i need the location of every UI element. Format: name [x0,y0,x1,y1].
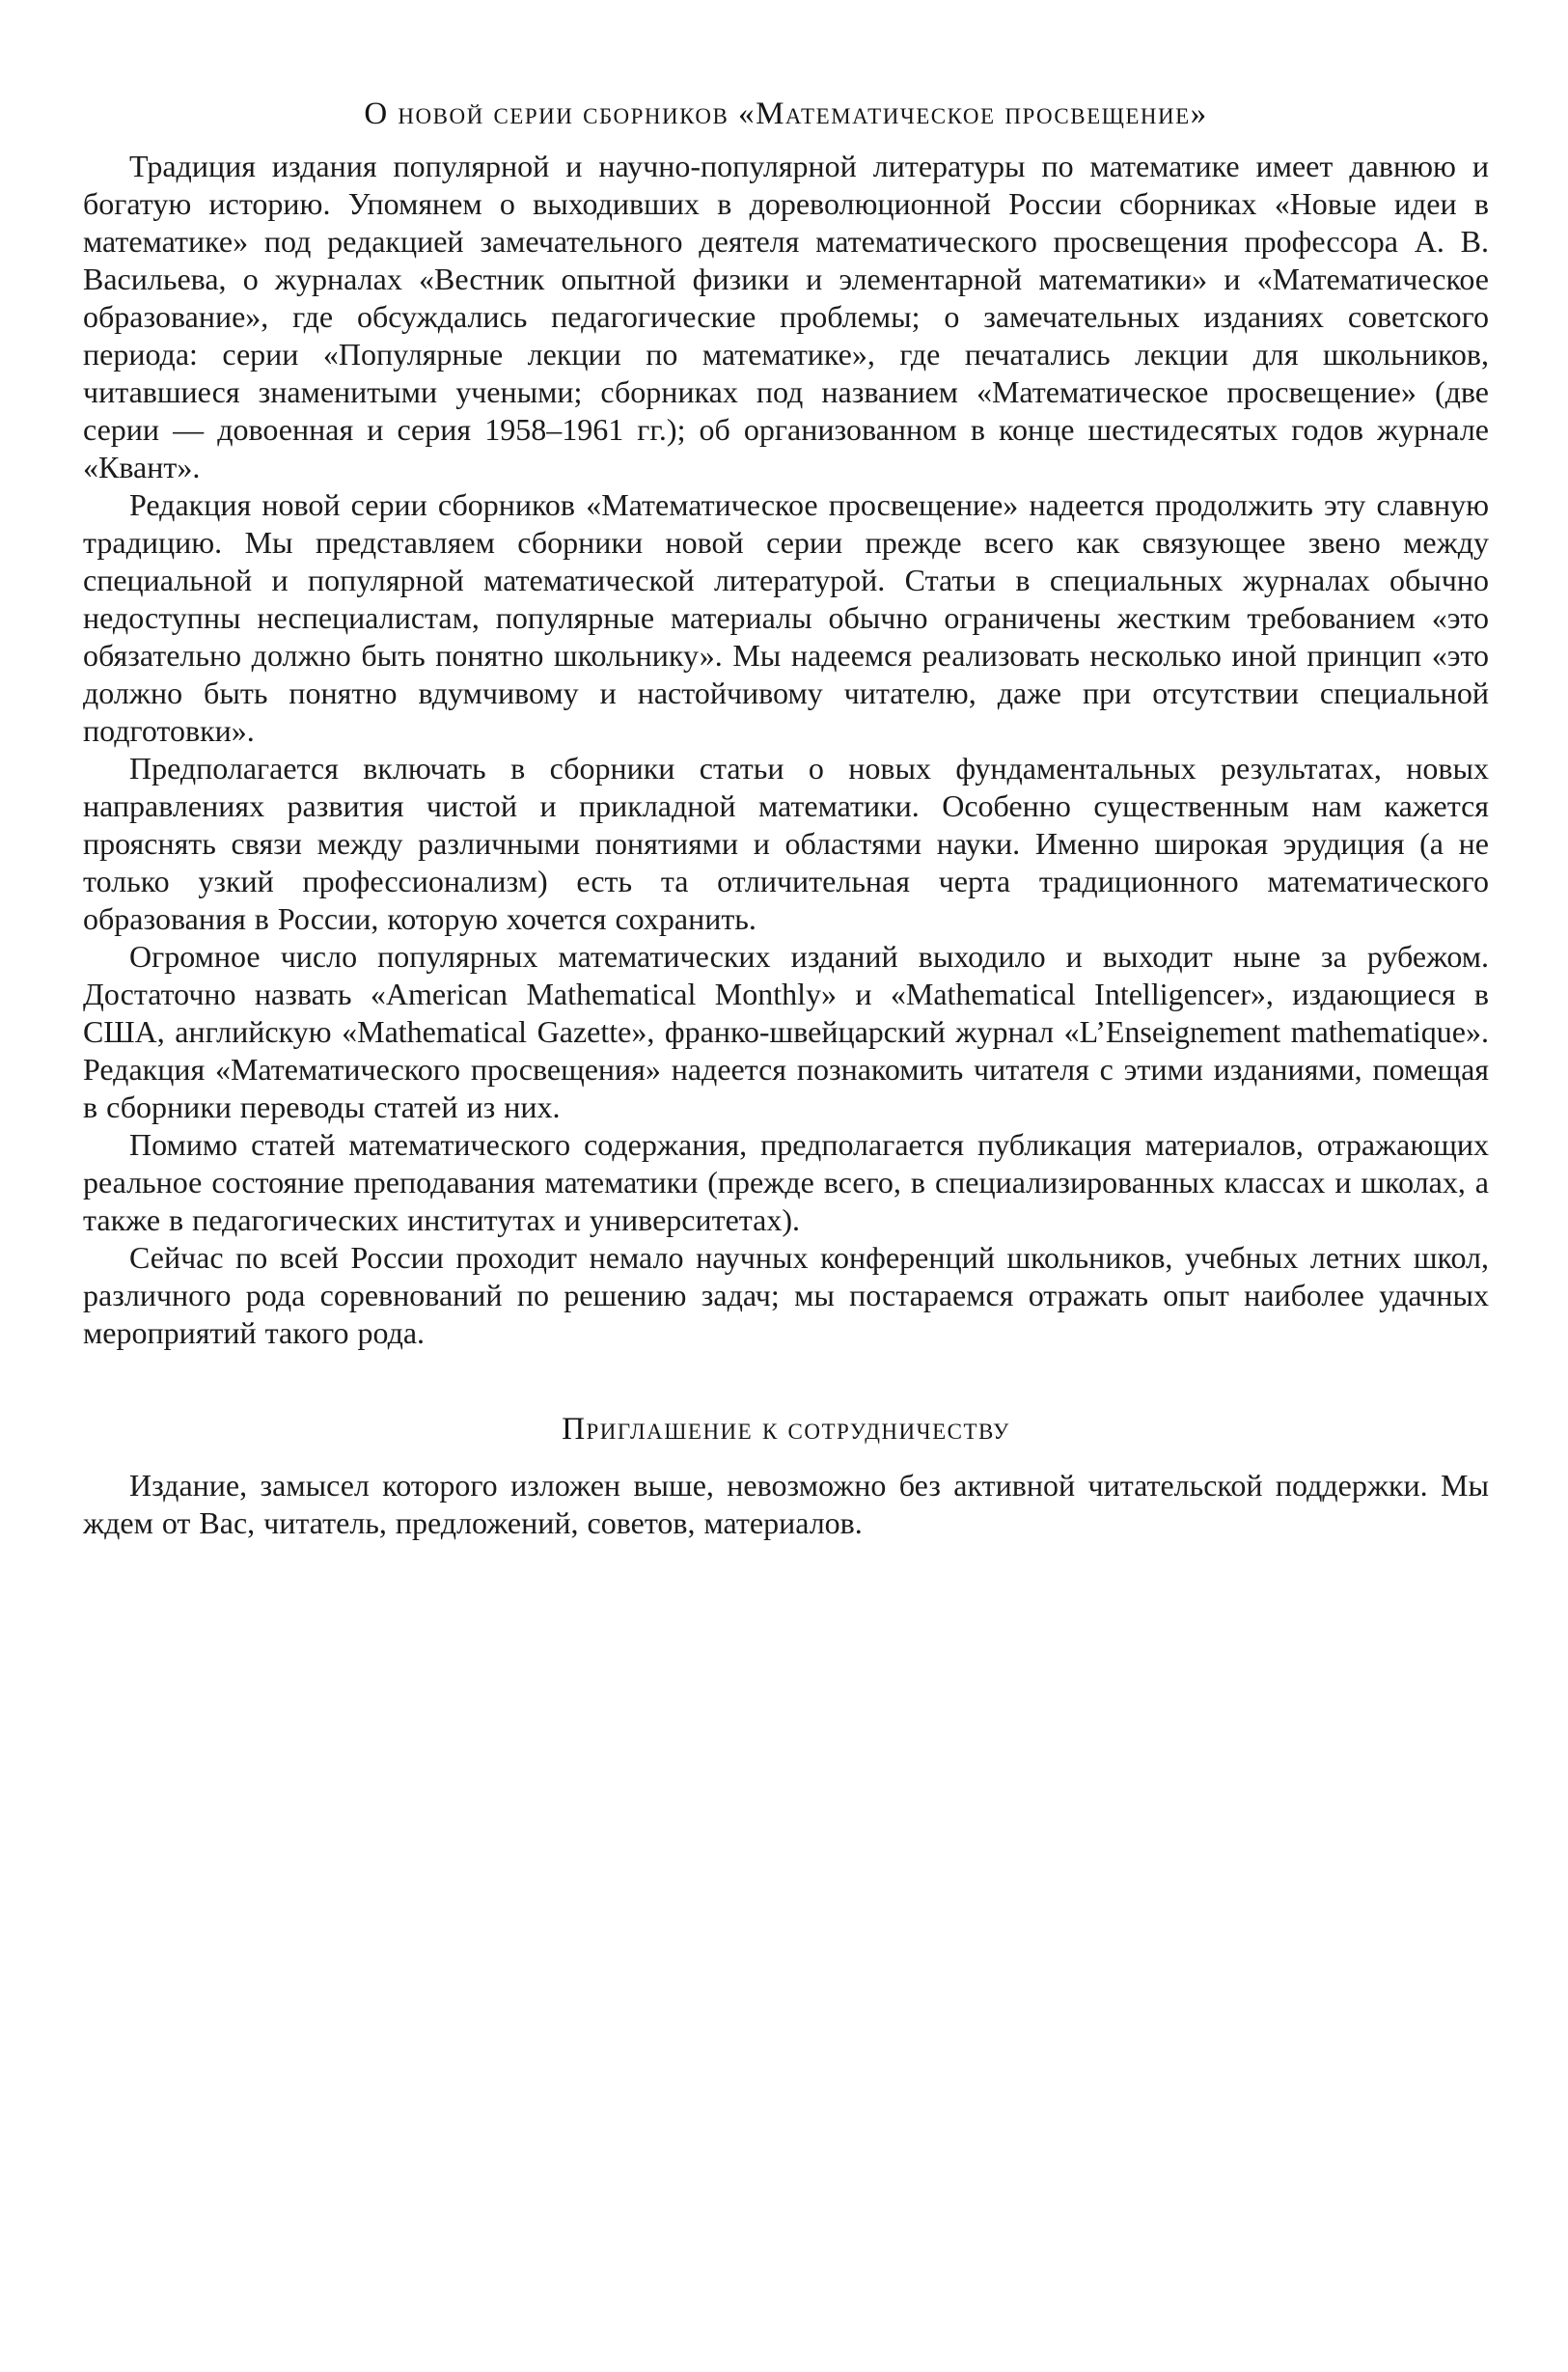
paragraph-planned-content: Предполагается включать в сборники статьи о новых фундаментальных результатах, новых направлениях развития чистой и прикладной математики. Особенно существенным нам кажется прояснять связи между различными понятиями и областями науки. Именно широкая эрудиция (а не только узкий профессионализм) есть та отличительная черта традиционного математического образования в России, которую хочется сохранить. [83,751,1489,936]
paragraph-reader-support: Издание, замысел которого изложен выше, невозможно без активной читательской поддержки. Мы ждем от Вас, читатель, предложений, советов, материалов. [83,1468,1489,1540]
paragraph-tradition: Традиция издания популярной и научно-популярной литературы по математике имеет давнюю и богатую историю. Упомянем о выходивших в дореволюционной России сборниках «Новые идеи в математике» под редакцией замечательного деятеля математического просвещения профессора А. В. Васильева, о журналах «Вестник опытной физики и элементарной математики» и «Математическое образование», где обсуждались педагогические проблемы; о замечательных изданиях советского периода: серии «Популярные лекции по математике», где печатались лекции для школьников, читавшиеся знаменитыми учеными; сборниках под названием «Математическое просвещение» (две серии — довоенная и серия 1958–1961 гг.); об организованном в конце шестидесятых годов журнале «Квант». [83,149,1489,484]
paragraph-conferences: Сейчас по всей России проходит немало научных конференций школьников, учебных летних школ, различного рода соревнований по решению задач; мы постараемся отражать опыт наиболее удачных мероприятий такого рода. [83,1240,1489,1350]
section-heading-new-series: О новой серии сборников «Математическое просвещение» [364,97,1208,131]
paragraph-foreign-journals: Огромное число популярных математических изданий выходило и выходит ныне за рубежом. Достаточно назвать «American Mathematical Monthly» и «Mathematical Intelligencer», издающиеся в США, английскую «Mathematical Gazette», франко-швейцарский журнал «L’Enseignement mathematique». Редакция «Математического просвещения» надеется познакомить читателя с этими изданиями, помещая в сборники переводы статей из них. [83,939,1489,1124]
paragraph-teaching-materials: Помимо статей математического содержания, предполагается публикация материалов, отражающих реальное состояние преподавания математики (прежде всего, в специализированных классах и школах, а также в педагогических институтах и университетах). [83,1127,1489,1237]
section-heading-invitation: Приглашение к сотрудничеству [562,1412,1010,1447]
paragraph-editorial-hope: Редакция новой серии сборников «Математическое просвещение» надеется продолжить эту славную традицию. Мы представляем сборники новой серии прежде всего как связующее звено между специальной и популярной математической литературой. Статьи в специальных журналах обычно недоступны неспециалистам, популярные материалы обычно ограничены жестким требованием «это обязательно должно быть понятно школьнику». Мы надеемся реализовать несколько иной принцип «это должно быть понятно вдумчивому и настойчивому читателю, даже при отсутствии специальной подготовки». [83,487,1489,748]
